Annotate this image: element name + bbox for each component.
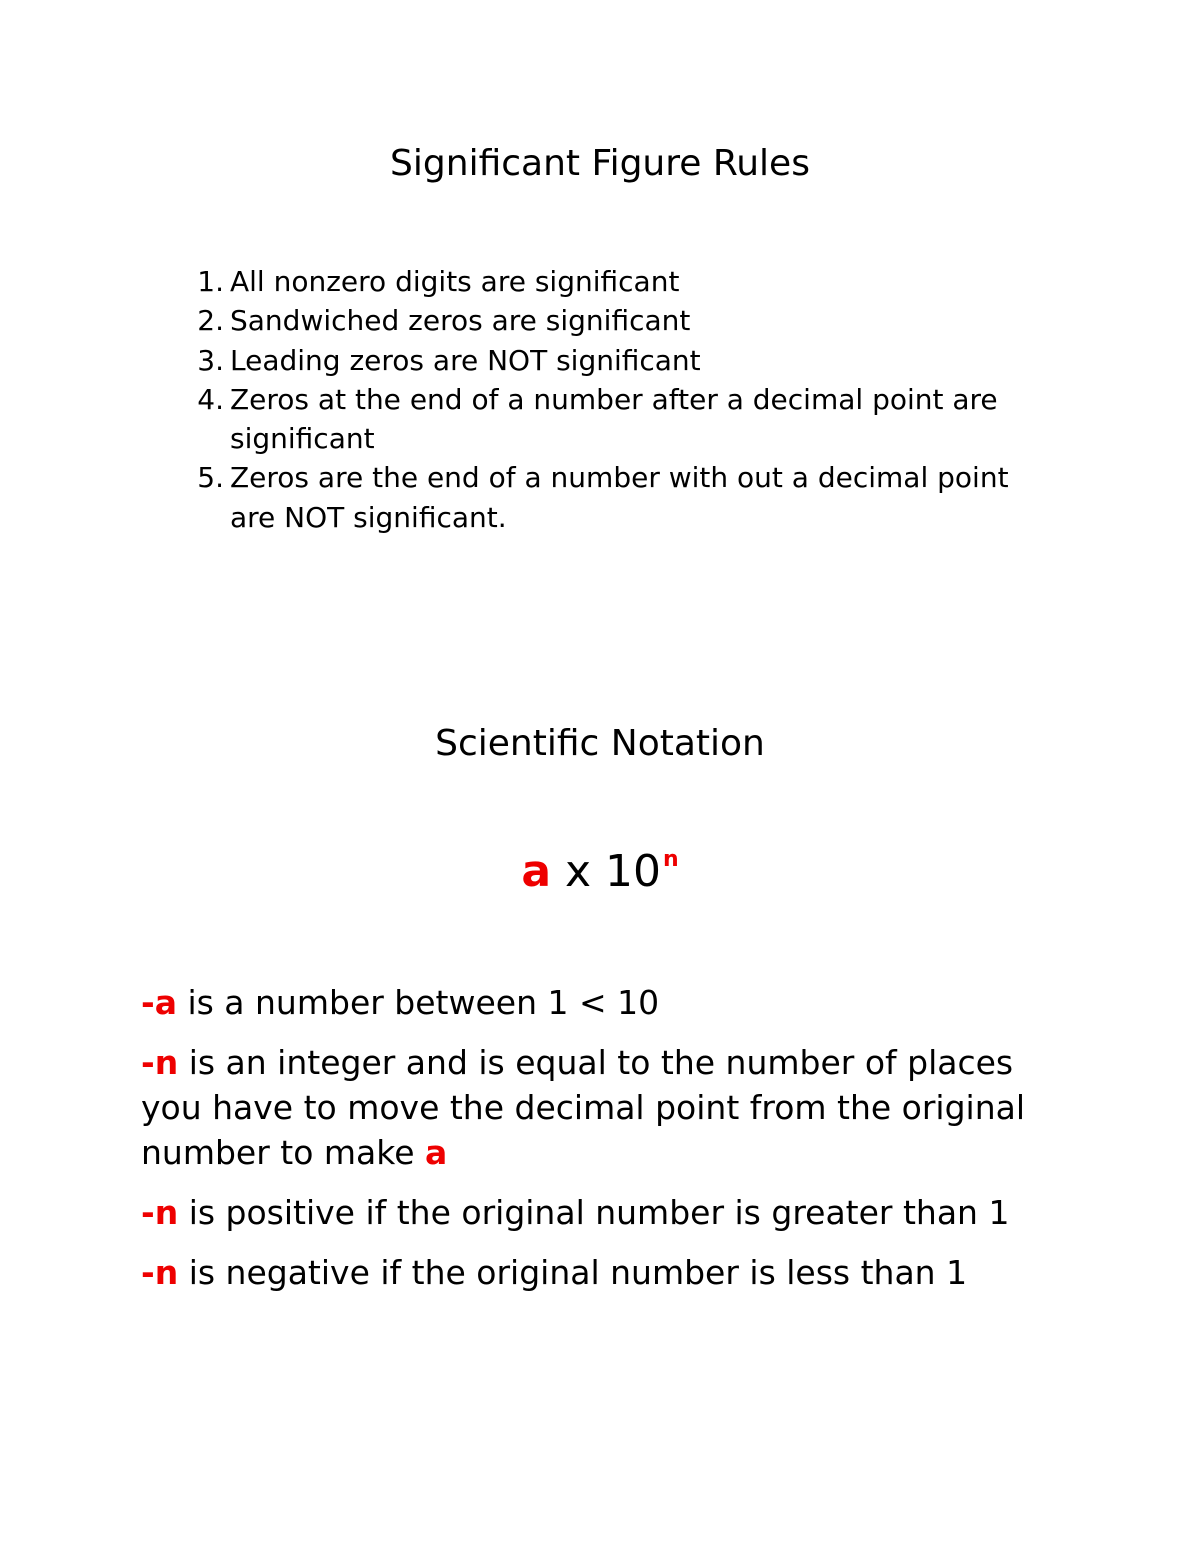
rule-text: Sandwiched zeros are significant (230, 304, 691, 338)
rule-item (190, 341, 1050, 380)
rule-text: Zeros are the end of a number with out a decimal point are NOT significant. (230, 461, 1009, 534)
rule-item (190, 458, 1050, 537)
definition-paragraph (141, 1250, 1061, 1295)
rule-number: 2. (197, 304, 224, 338)
rule-number: 3. (197, 343, 224, 377)
formula-times-ten: x 10 (551, 846, 662, 897)
definition-text: is negative if the original number is less than 1 (178, 1253, 968, 1292)
formula-exponent: n (663, 847, 679, 872)
definition-text: is an integer and is equal to the number of places you have to move the decimal point from the original number to make (141, 1043, 1026, 1172)
rule-number: 4. (197, 382, 224, 416)
definition-text: is a number between 1 < 10 (176, 983, 660, 1022)
formula-base-variable: a (521, 846, 552, 897)
rule-text: Zeros at the end of a number after a decimal point are significant (230, 382, 998, 456)
significant-figure-title: Significant Figure Rules (390, 143, 810, 184)
definition-paragraph (141, 980, 1061, 1025)
notation-definitions (141, 980, 1061, 1310)
rule-item (190, 301, 1050, 340)
scientific-notation-formula (0, 842, 1200, 910)
definition-text: is positive if the original number is greater than 1 (178, 1193, 1010, 1232)
definition-marker: -n (141, 1193, 179, 1232)
rule-text: Leading zeros are NOT significant (230, 343, 701, 377)
definition-marker: -a (141, 983, 177, 1022)
rule-number: 1. (197, 265, 224, 298)
rule-text: All nonzero digits are significant (230, 265, 680, 298)
significant-figure-rules-list (190, 262, 1050, 537)
rule-item (190, 380, 1050, 459)
rule-item (190, 262, 1050, 301)
definition-marker: -n (141, 1253, 179, 1292)
rule-number: 5. (197, 461, 224, 495)
definition-paragraph (141, 1190, 1061, 1235)
definition-marker: -n (141, 1043, 179, 1082)
scientific-notation-title: Scientific Notation (435, 723, 765, 764)
definition-paragraph (141, 1040, 1061, 1175)
definition-trailing-variable: a (425, 1133, 448, 1172)
